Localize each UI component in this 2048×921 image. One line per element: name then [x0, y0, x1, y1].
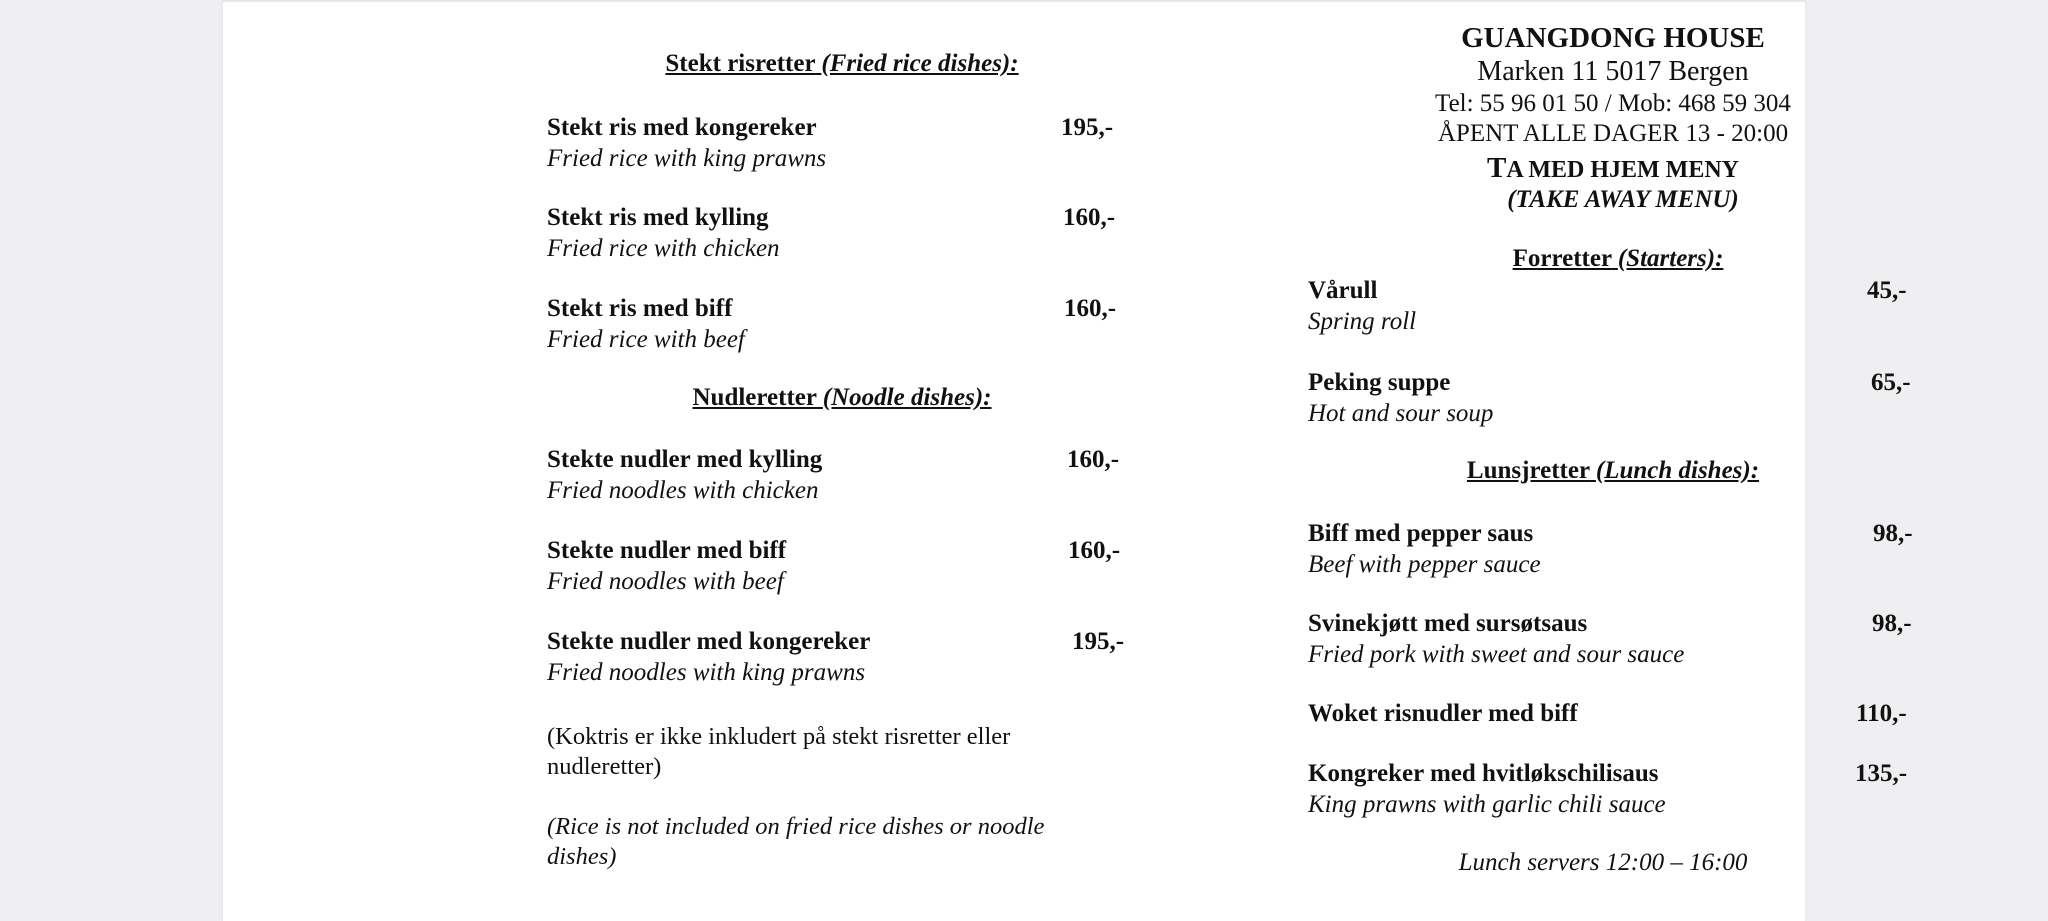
menu-item	[1308, 518, 1938, 580]
item-name: Vårull	[1308, 277, 1378, 304]
menu-item	[547, 293, 1137, 355]
fried-rice-heading: Stekt risretter (Fried rice dishes):	[665, 50, 1019, 77]
menu-item	[547, 626, 1137, 688]
item-price: 195,-	[1072, 628, 1125, 655]
restaurant-phone: Tel: 55 96 01 50 / Mob: 468 59 304	[1435, 90, 1791, 117]
lunch-heading: Lunsjretter (Lunch dishes):	[1466, 457, 1760, 484]
menu-item	[1308, 275, 1938, 337]
item-description: Fried rice with king prawns	[547, 145, 827, 172]
menu-item	[547, 112, 1137, 174]
item-name: Biff med pepper saus	[1308, 520, 1534, 547]
item-price: 98,-	[1873, 520, 1913, 547]
rice-note-english: (Rice is not included on fried rice dishes or noodle dishes)	[547, 813, 1045, 870]
item-name: Stekt ris med kylling	[547, 204, 769, 231]
takeaway-menu-title: TA MED HJEM MENY	[1487, 152, 1739, 184]
item-price: 160,-	[1064, 295, 1117, 322]
item-name: Woket risnudler med biff	[1308, 700, 1578, 727]
opening-hours: ÅPENT ALLE DAGER 13 - 20:00	[1437, 120, 1789, 147]
item-price: 160,-	[1063, 204, 1116, 231]
restaurant-name: GUANGDONG HOUSE	[1461, 22, 1765, 54]
item-name: Stekt ris med biff	[547, 295, 733, 322]
item-name: Stekte nudler med kylling	[547, 446, 823, 473]
item-description: Fried noodles with beef	[547, 568, 784, 595]
starters-heading: Forretter (Starters):	[1512, 245, 1724, 272]
item-description: Hot and sour soup	[1308, 400, 1494, 427]
item-description: Fried rice with beef	[547, 326, 745, 353]
item-description: Spring roll	[1308, 308, 1417, 335]
item-description: Fried rice with chicken	[547, 235, 780, 262]
item-name: Peking suppe	[1308, 369, 1451, 396]
menu-item	[1308, 698, 1938, 729]
item-name: Stekte nudler med kongereker	[547, 628, 871, 655]
item-name: Svinekjøtt med sursøtsaus	[1308, 610, 1588, 637]
menu-item	[1308, 608, 1938, 670]
item-price: 195,-	[1061, 114, 1114, 141]
item-name: Stekt ris med kongereker	[547, 114, 817, 141]
takeaway-menu-title-english: (TAKE AWAY MENU)	[1507, 186, 1739, 213]
item-description: Fried noodles with king prawns	[547, 659, 866, 686]
rice-note-norwegian: (Koktris er ikke inkludert på stekt risretter eller nudleretter)	[547, 723, 1011, 780]
item-price: 45,-	[1867, 277, 1907, 304]
item-price: 160,-	[1067, 446, 1120, 473]
item-price: 160,-	[1068, 537, 1121, 564]
lunch-hours-note: Lunch servers 12:00 – 16:00	[1458, 849, 1748, 876]
item-description: Beef with pepper sauce	[1308, 551, 1541, 578]
item-price: 110,-	[1856, 700, 1907, 727]
item-description: Fried pork with sweet and sour sauce	[1308, 641, 1685, 668]
menu-page	[223, 0, 1913, 921]
item-name: Kongreker med hvitløkschilisaus	[1308, 760, 1659, 787]
noodle-heading: Nudleretter (Noodle dishes):	[692, 384, 992, 411]
restaurant-address: Marken 11 5017 Bergen	[1477, 56, 1749, 87]
item-name: Stekte nudler med biff	[547, 537, 787, 564]
item-description: Fried noodles with chicken	[547, 477, 819, 504]
item-description: King prawns with garlic chili sauce	[1308, 791, 1666, 818]
menu-item	[547, 444, 1137, 506]
menu-item	[547, 202, 1137, 264]
menu-item	[1308, 758, 1938, 820]
item-price: 98,-	[1872, 610, 1912, 637]
menu-item	[1308, 367, 1938, 429]
item-price: 135,-	[1855, 760, 1908, 787]
menu-item	[547, 535, 1137, 597]
item-price: 65,-	[1871, 369, 1911, 396]
top-edge-shadow	[223, 0, 1805, 3]
